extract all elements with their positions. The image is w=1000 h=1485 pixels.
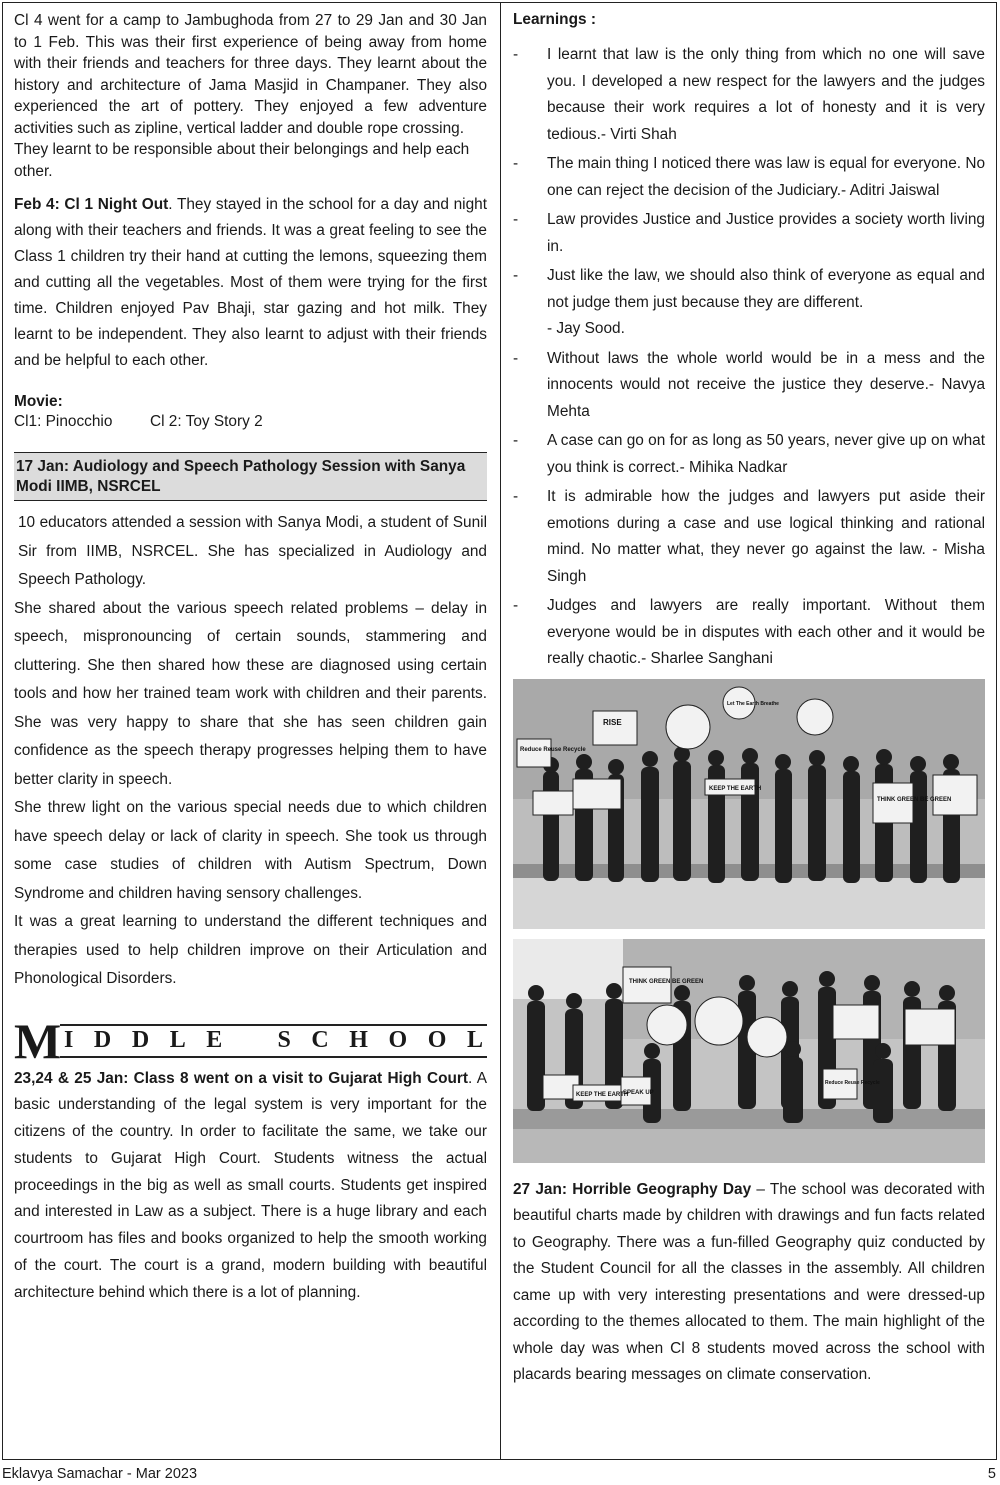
learning-item: - The main thing I noticed there was law is equal for everyone. No one can reject the decision of the Judiciary.- Aditri Jaiswal xyxy=(513,151,985,204)
audiology-heading: 17 Jan: Audiology and Speech Pathology Session with Sanya Modi IIMB, NSRCEL xyxy=(14,452,487,501)
audiology-paragraph-1: 10 educators attended a session with Sanya Modi, a student of Sunil Sir from IIMB, NSRCEL. She has specialized in Audiology and Speech Pathology. xyxy=(18,514,487,588)
banner-letter: S xyxy=(277,1026,291,1053)
court-visit-paragraph xyxy=(14,1066,487,1307)
column-divider xyxy=(500,2,501,1460)
audiology-paragraph-3: She threw light on the various special needs due to which children have speech delay or lack of clarity in speech. She took us through some case studies of children with Autism Spectrum, Down Syndrome and children having sensory challenges. xyxy=(14,799,487,902)
middle-school-initial: M xyxy=(14,1012,62,1069)
left-column xyxy=(14,10,487,1307)
learning-item: - It is admirable how the judges and lawyers put aside their emotions during a case and use logical thinking and rational mind. No matter what, they never go against the law. - Misha Singh xyxy=(513,484,985,590)
banner-letter: L xyxy=(169,1026,186,1053)
audiology-paragraph-4: It was a great learning to understand the different techniques and therapies used to help children improve on their Articulation and Phonological Disorders. xyxy=(14,913,487,987)
learning-item: - Without laws the whole world would be in a mess and the innocents would not receive the justice they deserve.- Navya Mehta xyxy=(513,346,985,426)
placard-text: SPEAK UP xyxy=(623,1089,654,1096)
night-out-body: . They stayed in the school for a day and night along with their teachers and friends. It was a great feeling to see the Class 1 children try their hand at cutting the lemons, squeezing them and cutting all the vegetables. Most of them were trying for the first time. Children enjoyed Pav Bhaji, star gazing and hot milk. They learnt to be independent. They also learnt to adjust with their friends and be helpful to each other. xyxy=(14,196,487,369)
banner-letter: C xyxy=(311,1026,329,1053)
geography-day-lead: 27 Jan: Horrible Geography Day xyxy=(513,1180,752,1198)
movie-heading: Movie: xyxy=(14,393,63,410)
night-out-lead: Feb 4: Cl 1 Night Out xyxy=(14,196,169,213)
learning-item-author: - Jay Sood. xyxy=(547,320,625,337)
placard-text: Reduce Reuse Recycle xyxy=(520,746,586,753)
banner-letter: H xyxy=(349,1026,368,1053)
movie-cl1: Cl1: Pinocchio xyxy=(14,413,113,430)
placard-text: Reduce Reuse Recycle xyxy=(825,1079,880,1086)
learning-item: - Law provides Justice and Justice provides a society worth living in. xyxy=(513,207,985,260)
geography-day-body: – The school was decorated with beautiful charts made by children with drawings and fun facts related to Geography. There was a fun-filled Geography quiz conducted by the Student Council for all the classes in the assembly. All children came up with very interesting presentations and were dressed-up according to the themes allocated to them. The main highlight of the whole day was when Cl 8 students moved across the school with placards bearing messages on climate conservation. xyxy=(513,1180,985,1383)
photo-1-graphic xyxy=(513,679,985,929)
geography-day-paragraph xyxy=(513,1177,985,1389)
learning-item-text: Just like the law, we should also think of everyone as equal and not judge them just because they are different. xyxy=(547,267,985,311)
photo-2-graphic xyxy=(513,939,985,1163)
placard-text: Let The Earth Breathe xyxy=(727,700,779,707)
banner-letter: L xyxy=(466,1026,483,1053)
camp-paragraph-2: They learnt to be responsible about their belongings and help each other. xyxy=(14,141,470,180)
placard-text: KEEP THE EARTH xyxy=(709,785,762,792)
audiology-section xyxy=(14,509,487,994)
banner-letter: D xyxy=(93,1026,112,1053)
camp-paragraph: Cl 4 went for a camp to Jambughoda from 27 to 29 Jan and 30 Jan to 1 Feb. This was their first experience of being away from home with their friends and teachers for three days. They learnt about the history and architecture of Jama Masjid in Champaner. They also experienced the art of pottery. They enjoyed a few adventure activities such as zipline, vertical ladder and double rope crossing. xyxy=(14,12,487,137)
night-out-paragraph xyxy=(14,192,487,374)
learning-item: - A case can go on for as long as 50 years, never give up on what you think is correct.- Mihika Nadkar xyxy=(513,428,985,481)
middle-school-letters xyxy=(60,1024,487,1058)
audiology-paragraph-2: She shared about the various speech related problems – delay in speech, mispronouncing of certain sounds, stammering and cluttering. She then shared how these are diagnosed using certain tools and how her trained team work with children and their parents. She was very happy to share that she has seen children gain confidence as the speech therapy progresses helping them to have better clarity in speech. xyxy=(14,599,487,788)
court-visit-lead: 23,24 & 25 Jan: Class 8 went on a visit to Gujarat High Court xyxy=(14,1069,468,1087)
movie-cl2: Cl 2: Toy Story 2 xyxy=(150,413,263,430)
banner-gap xyxy=(243,1026,257,1056)
learning-item xyxy=(513,263,985,343)
learnings-list xyxy=(513,42,985,673)
learning-item: - I learnt that law is the only thing from which no one will save you. I developed a new respect for the lawyers and the judges because their work requires a lot of honesty and it is very tedious.- Virti Shah xyxy=(513,42,985,148)
banner-letter: O xyxy=(388,1026,408,1053)
banner-letter: I xyxy=(64,1026,74,1053)
movie-line xyxy=(14,412,487,432)
placard-text: THINK GREEN BE GREEN xyxy=(629,978,704,985)
placard-text: THINK GREEN BE GREEN xyxy=(877,796,952,803)
banner-letter: O xyxy=(427,1026,447,1053)
right-column xyxy=(513,10,985,1389)
placard-text: RISE xyxy=(603,717,622,727)
court-visit-body: . A basic understanding of the legal system is very important for the citizens of the country. In order to facilitate the same, we take our students to Gujarat High Court. Students witness the actual proceedings in the big as well as small courts. Students get inspired and interested in Law as a subject. There is a huge library and each courtroom has files and books organized to help the smooth working of the court. The court is a grand, modern building with beautiful architecture behind which there is a lot of planning. xyxy=(14,1069,487,1301)
banner-letter: E xyxy=(206,1026,223,1053)
learning-item: - Judges and lawyers are really important. Without them everyone would be in disputes with each other and it would be really chaotic.- Sharlee Sanghani xyxy=(513,593,985,673)
footer-page-number: 5 xyxy=(987,1466,996,1482)
footer-publication: Eklavya Samachar - Mar 2023 xyxy=(2,1466,198,1482)
middle-school-banner xyxy=(14,1012,487,1069)
learnings-heading: Learnings : xyxy=(513,11,596,28)
placard-text: KEEP THE EARTH xyxy=(576,1091,629,1098)
climate-march-photo-2 xyxy=(513,939,985,1163)
banner-letter: D xyxy=(131,1026,150,1053)
climate-march-photo-1 xyxy=(513,679,985,929)
